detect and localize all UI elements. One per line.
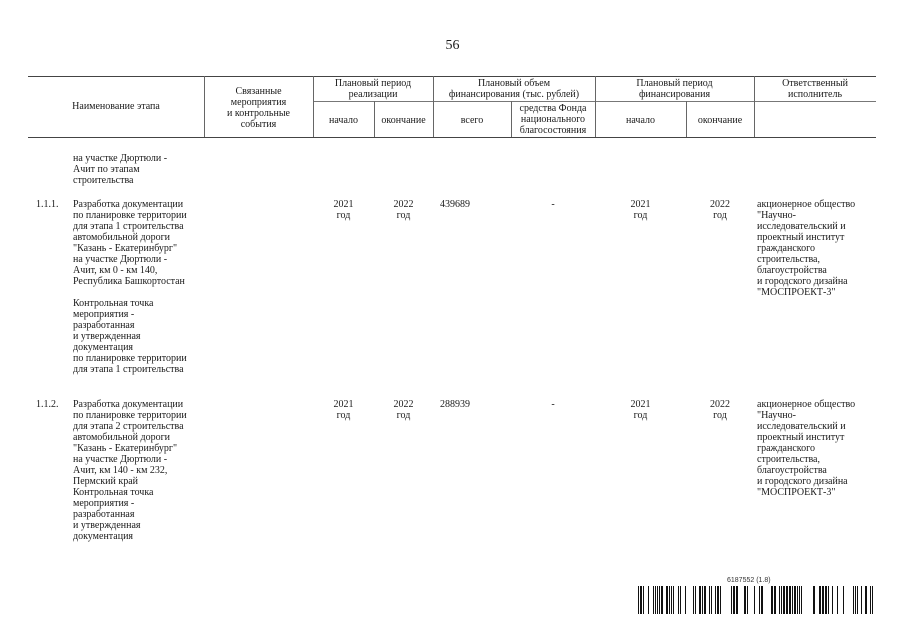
- barcode-bar: [702, 586, 703, 614]
- barcode-bar: [865, 586, 867, 614]
- barcode-bar: [731, 586, 732, 614]
- barcode-bar: [717, 586, 719, 614]
- row-number: 1.1.1.: [36, 199, 59, 210]
- barcode-bar: [666, 586, 668, 614]
- barcode-bar: [744, 586, 746, 614]
- barcode-code: 6187552 (1.8): [727, 577, 771, 584]
- barcode-bar: [673, 586, 674, 614]
- header-end: окончание: [381, 115, 426, 126]
- fund-amount: -: [551, 399, 555, 410]
- barcode-bar: [715, 586, 716, 614]
- barcode-bar: [720, 586, 721, 614]
- header-responsible: Ответственный исполнитель: [782, 78, 848, 100]
- header-fin-end: окончание: [697, 115, 743, 126]
- barcode-bar: [761, 586, 763, 614]
- financing-start: 2021 год: [630, 399, 651, 421]
- responsible-executor: акционерное общество "Научно- исследовательский и проектный институт гражданского строительства, благоустройства и городского дизайна "МОСПРОЕКТ-3": [757, 399, 856, 498]
- row-number: 1.1.2.: [36, 399, 59, 410]
- fund-amount: -: [551, 199, 555, 210]
- barcode-bar: [828, 586, 829, 614]
- period-start: 2021 год: [333, 399, 354, 421]
- barcode-bar: [792, 586, 793, 614]
- header-fund: средства Фонда национального благосостояния: [519, 103, 587, 136]
- barcode-bar: [643, 586, 644, 614]
- barcode-bar: [747, 586, 748, 614]
- barcode-bar: [857, 586, 858, 614]
- period-end: 2022 год: [393, 399, 414, 421]
- barcode-bar: [799, 586, 800, 614]
- barcode-bar: [653, 586, 654, 614]
- header-fin-period: Плановый период финансирования: [636, 78, 713, 100]
- barcode-bar: [797, 586, 798, 614]
- barcode-bar: [870, 586, 871, 614]
- responsible-executor: акционерное общество "Научно- исследовательский и проектный институт гражданского строительства, благоустройства и городского дизайна "МОСПРОЕКТ-3": [757, 199, 856, 298]
- barcode-bar: [789, 586, 791, 614]
- barcode-bar: [693, 586, 694, 614]
- financing-end: 2022 год: [710, 399, 730, 421]
- barcode-bar: [783, 586, 785, 614]
- funding-total: 439689: [440, 199, 470, 210]
- barcode-bar: [699, 586, 701, 614]
- header-plan-period: Плановый период реализации: [334, 78, 412, 100]
- header-start: начало: [329, 115, 358, 126]
- stage-name: Разработка документации по планировке территории для этапа 2 строительства автомобильной дороги "Казань - Екатеринбург" на участке Дюртюли - Ачит, км 140 - км 232, Пермский край Контрольная точка мероприятия - разработанная и утвержденная документация: [73, 399, 187, 542]
- barcode-bar: [855, 586, 856, 614]
- header-fin-start: начало: [626, 115, 655, 126]
- barcode-bar: [872, 586, 873, 614]
- barcode-bar: [671, 586, 672, 614]
- barcode-bar: [832, 586, 833, 614]
- header-bottom-rule: [28, 137, 876, 138]
- header-related-events: Связанные мероприятия и контрольные события: [227, 86, 290, 130]
- barcode-bar: [657, 586, 658, 614]
- barcode-bar: [813, 586, 815, 614]
- stage-name: Разработка документации по планировке территории для этапа 1 строительства автомобильной дороги "Казань - Екатеринбург" на участке Дюртюли - Ачит, км 0 - км 140, Республика Башкортостан Контрольная точка мероприятия - разработанная и утвержденная документация по планировке территории для этапа 1 строительства: [73, 199, 187, 375]
- financing-end: 2022 год: [710, 199, 730, 221]
- barcode-bar: [640, 586, 642, 614]
- barcode-bar: [837, 586, 838, 614]
- barcode-bar: [709, 586, 710, 614]
- barcode-bar: [680, 586, 681, 614]
- barcode-bar: [771, 586, 773, 614]
- funding-total: 288939: [440, 399, 470, 410]
- period-start: 2021 год: [333, 199, 354, 221]
- barcode-bar: [704, 586, 706, 614]
- barcode-image: [638, 586, 874, 614]
- header-total: всего: [460, 115, 484, 126]
- barcode-bar: [759, 586, 760, 614]
- barcode-bar: [794, 586, 796, 614]
- barcode-bar: [695, 586, 696, 614]
- barcode-bar: [685, 586, 686, 614]
- barcode-bar: [853, 586, 854, 614]
- barcode-bar: [779, 586, 780, 614]
- barcode-bar: [825, 586, 827, 614]
- header-name: Наименование этапа: [72, 101, 160, 112]
- barcode-bar: [801, 586, 802, 614]
- barcode-bar: [711, 586, 712, 614]
- continuation-text: на участке Дюртюли - Ачит по этапам строительства: [73, 153, 168, 186]
- barcode-bar: [638, 586, 639, 614]
- period-end: 2022 год: [393, 199, 414, 221]
- barcode-bar: [822, 586, 824, 614]
- barcode-bar: [733, 586, 735, 614]
- table-top-rule: [28, 76, 876, 77]
- barcode-bar: [678, 586, 679, 614]
- barcode-bar: [781, 586, 782, 614]
- barcode-bar: [655, 586, 656, 614]
- barcode-bar: [659, 586, 660, 614]
- barcode-bar: [736, 586, 738, 614]
- barcode-bar: [819, 586, 821, 614]
- barcode-bar: [774, 586, 776, 614]
- barcode-bar: [861, 586, 862, 614]
- barcode-bar: [786, 586, 788, 614]
- barcode-bar: [754, 586, 755, 614]
- barcode-bar: [843, 586, 844, 614]
- barcode-bar: [669, 586, 670, 614]
- header-plan-volume: Плановый объем финансирования (тыс. рублей): [448, 78, 580, 100]
- financing-start: 2021 год: [630, 199, 651, 221]
- barcode-bar: [648, 586, 649, 614]
- barcode-bar: [661, 586, 663, 614]
- page-number: 56: [445, 38, 460, 53]
